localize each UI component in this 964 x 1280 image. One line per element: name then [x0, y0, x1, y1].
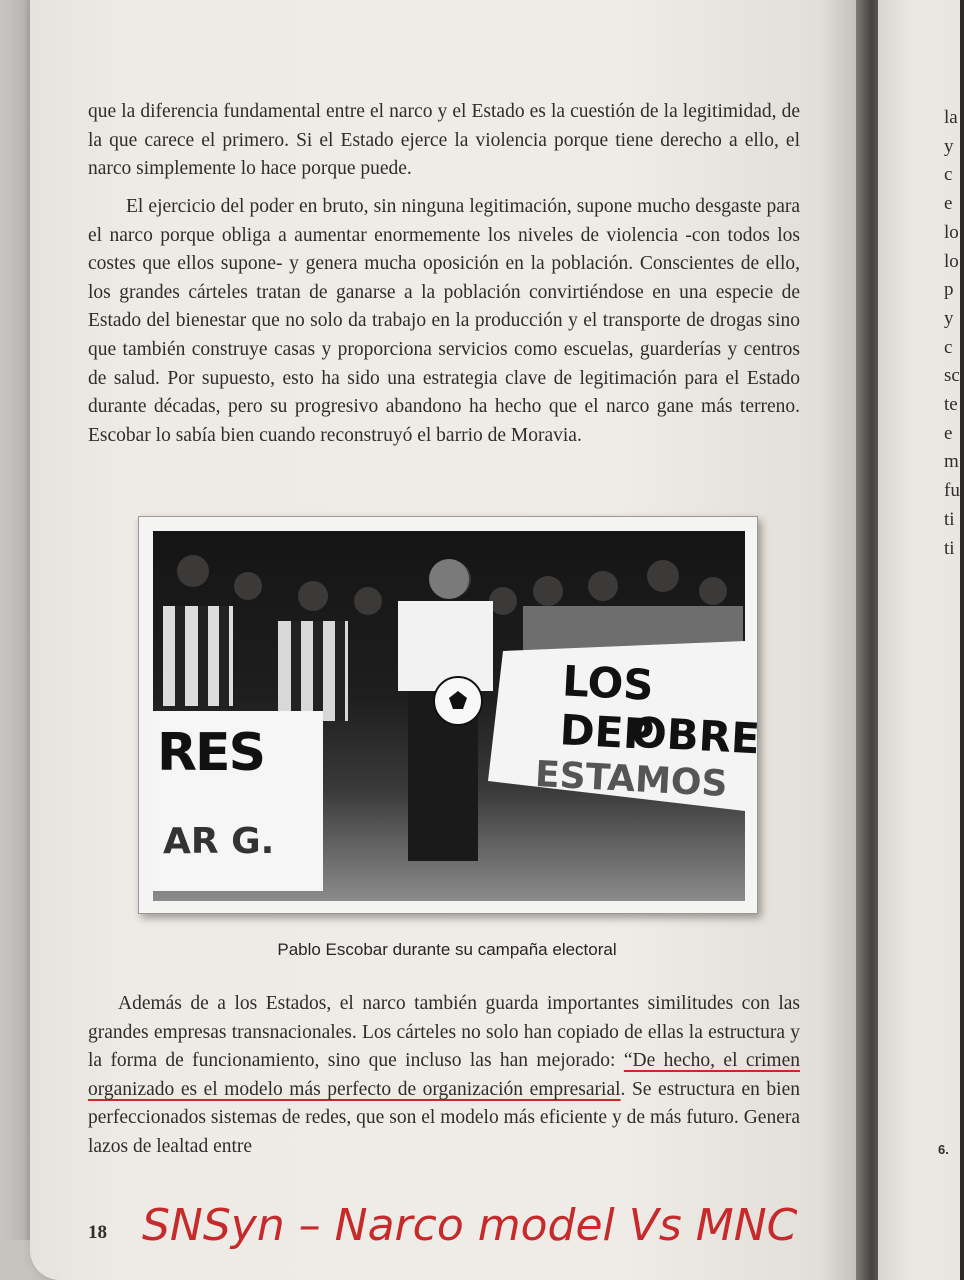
- banner-left-text-2: AR G.: [163, 821, 275, 862]
- campaign-photo: [153, 531, 761, 901]
- banner-right-text-3: ESTAMOS: [534, 753, 729, 806]
- underlined-quote: “De hecho, el crimen organizado es el modelo más perfecto de organización empresarial: [88, 1050, 801, 1100]
- next-page-line: lo: [944, 221, 959, 243]
- paragraph-3-start: Además de a los Estados, el narco también guarda importantes similitudes con las grandes empresas transnacionales. Los cárteles no solo han copiado de ellas la estructura y la forma de funcionamiento, sino que incluso las han mejorado:: [88, 993, 800, 1072]
- paragraph-1: que la diferencia fundamental entre el narco y el Estado es la cuestión de la legitimidad, de la que carece el primero. Si el Estado ejerce la violencia porque tiene derecho a ello, el narco simplemente lo hace porque puede.: [88, 101, 800, 180]
- page-number: 18: [88, 1222, 107, 1243]
- next-page-footnote-number: 6.: [938, 1142, 949, 1157]
- photo-figure: [138, 516, 761, 914]
- next-page-line: e: [944, 193, 953, 215]
- next-page-line: c: [944, 336, 953, 358]
- next-page-line: e: [944, 422, 953, 444]
- handwritten-annotation: [138, 1192, 798, 1262]
- next-page-line: m: [944, 451, 959, 473]
- next-page-line: la: [944, 107, 958, 128]
- next-page-line: y: [944, 135, 954, 157]
- paragraph-3: [88, 990, 800, 1162]
- next-page-line: fu: [944, 480, 960, 502]
- next-page-line: te: [944, 394, 958, 416]
- next-page-line: ti: [944, 508, 955, 530]
- next-page-line: ti: [944, 537, 955, 559]
- next-page-line: p: [944, 279, 954, 301]
- figure-caption: Pablo Escobar durante su campaña electoral: [277, 940, 617, 959]
- next-page-line-starts: [944, 104, 964, 563]
- paragraph-3-end: . Se estructura en bien perfeccionados sistemas de redes, que son el modelo más eficiente y de más futuro. Genera lazos de lealtad entre: [88, 1078, 800, 1157]
- next-page-line: y: [944, 307, 954, 329]
- banner-right-text-1: LOS DEP: [558, 656, 656, 760]
- next-page-line: lo: [944, 250, 959, 272]
- next-page-line: c: [944, 164, 953, 186]
- banner-left-text-1: RES: [157, 723, 265, 783]
- next-page-line: sc: [944, 365, 960, 387]
- handwritten-note-text: SNSyn – Narco model Vs MNC: [142, 1200, 798, 1251]
- banner-right-text-2: OBRE: [629, 707, 761, 764]
- paragraph-2: El ejercicio del poder en bruto, sin ninguna legitimación, supone mucho desgaste para el narco porque obliga a aumentar enormemente los niveles de violencia -con todos los costes que ellos supone- y genera mucha oposición en la población. Conscientes de ello, los grandes cárteles tratan de ganarse a la población convirtiéndose en una especie de Estado del bienestar que no solo da trabajo en la producción y el transporte de drogas sino que también construye casas y proporciona servicios como escuelas, guarderías y centros de salud. Por supuesto, esto ha sido una estrategia clave de legitimación para el Estado durante décadas, pero su progresivo abandono ha hecho que el narco gane más terreno. Escobar lo sabía bien cuando reconstruyó el barrio de Moravia.: [88, 196, 800, 446]
